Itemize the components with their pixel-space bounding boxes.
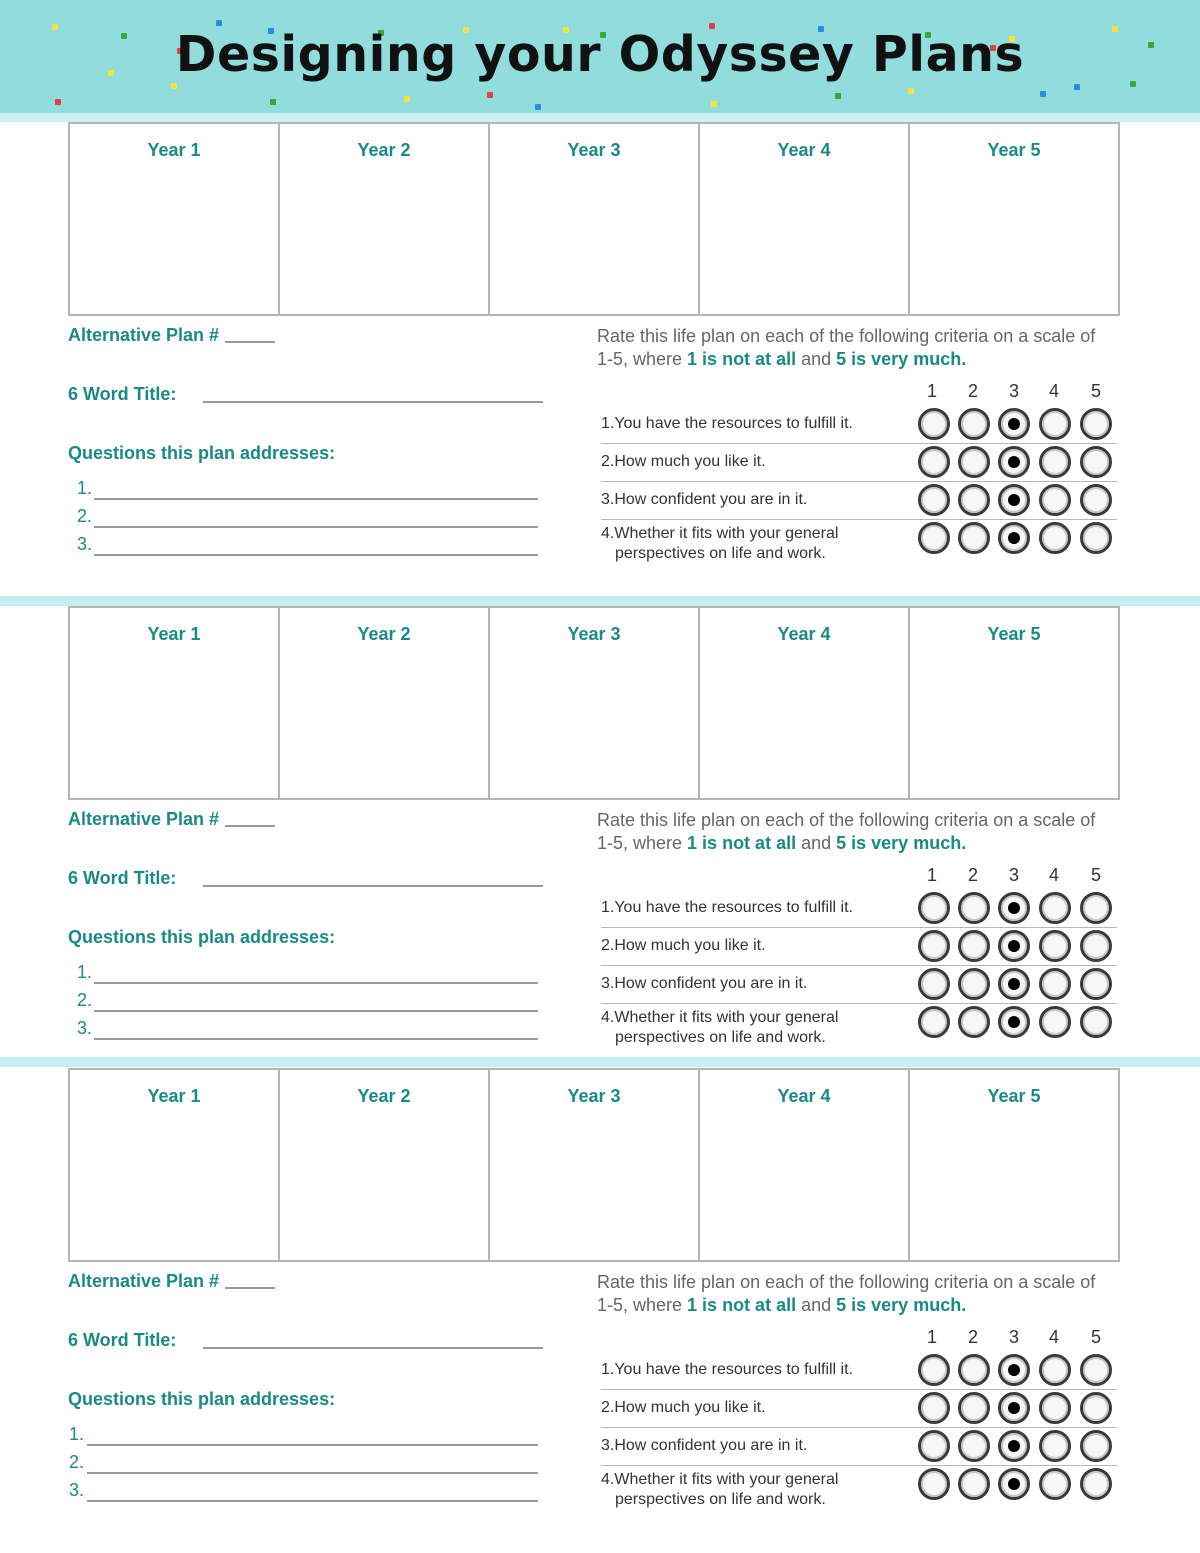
rating-radio-4[interactable] [1039,408,1071,440]
criterion-3-text [601,490,807,510]
rating-low-anchor: 1 is not at all [687,349,797,369]
question-number: 3. [77,534,93,554]
year-cell-5[interactable]: Year 5 [987,140,1041,160]
rating-radio-5[interactable] [1080,1468,1112,1500]
confetti-dot [270,99,276,105]
scale-number-1: 1 [926,865,937,885]
rating-instructions [597,1271,1097,1317]
year-cell-3[interactable]: Year 3 [490,1070,700,1260]
scale-number-3: 3 [1008,381,1019,401]
rating-instructions [597,325,1097,371]
rating-radio-3[interactable] [998,1392,1030,1424]
question-1-field[interactable] [94,982,538,984]
year-cell-1[interactable]: Year 1 [70,1070,280,1260]
criterion-3-text [601,974,807,994]
alternative-plan-number-field[interactable] [225,341,275,343]
criterion-2-text [601,452,766,472]
rating-radio-3[interactable] [998,1006,1030,1038]
criterion-line: perspectives on life and work. [615,1491,826,1508]
criterion-separator [601,519,1117,520]
rating-radio-3[interactable] [998,408,1030,440]
question-number: 2. [77,990,93,1010]
rating-radio-1[interactable] [918,1430,950,1462]
rating-radio-2[interactable] [958,1006,990,1038]
year-cell-5[interactable]: Year 5 [987,624,1041,644]
six-word-title-label: 6 Word Title: [68,1330,177,1350]
rating-conjunction: and [796,349,837,369]
scale-number-4: 4 [1048,1327,1059,1347]
rating-radio-3[interactable] [998,484,1030,516]
criterion-separator [601,1389,1117,1390]
rating-radio-1[interactable] [918,930,950,962]
scale-number-4: 4 [1048,381,1059,401]
scale-number-2: 2 [967,381,978,401]
question-1-field[interactable] [87,1444,538,1446]
scale-number-2: 2 [967,865,978,885]
rating-radio-1[interactable] [918,446,950,478]
rating-radio-4[interactable] [1039,892,1071,924]
year-cell-3[interactable]: Year 3 [490,608,700,798]
criterion-line: 3.How confident you are in it. [601,975,808,992]
year-grid [68,1068,1120,1262]
criterion-separator [601,443,1117,444]
criterion-separator [601,1003,1117,1004]
question-number: 2. [69,1452,85,1472]
rating-radio-5[interactable] [1080,1392,1112,1424]
rating-intro-text: Rate this life plan on each of the following criteria on a scale of 1-5, where [597,326,1096,369]
header-stripe [0,113,1200,122]
criterion-line: 1.You have the resources to fulfill it. [601,899,853,916]
rating-radio-3[interactable] [998,446,1030,478]
question-1-field[interactable] [94,498,538,500]
six-word-title-field[interactable] [203,885,543,887]
criterion-separator [601,927,1117,928]
rating-low-anchor: 1 is not at all [687,1295,797,1315]
question-number: 1. [77,478,93,498]
questions-label: Questions this plan addresses: [68,1389,336,1409]
criterion-line: 4.Whether it fits with your general [601,525,839,542]
criterion-line: perspectives on life and work. [615,1029,826,1046]
page-title: Designing your Odyssey Plans [175,26,1025,83]
criterion-2-text [601,1398,766,1418]
rating-radio-2[interactable] [958,1468,990,1500]
rating-intro-text: Rate this life plan on each of the following criteria on a scale of 1-5, where [597,1272,1096,1315]
criterion-2-text [601,936,766,956]
rating-radio-4[interactable] [1039,1392,1071,1424]
rating-instructions [597,809,1097,855]
rating-radio-4[interactable] [1039,1468,1071,1500]
rating-radio-2[interactable] [958,1354,990,1386]
confetti-dot [487,92,493,98]
alternative-plan-number-field[interactable] [225,825,275,827]
alternative-plan-label [68,1271,275,1292]
rating-radio-5[interactable] [1080,1006,1112,1038]
confetti-dot [404,96,410,102]
criterion-line: 4.Whether it fits with your general [601,1009,839,1026]
rating-radio-3[interactable] [998,1430,1030,1462]
year-grid [68,122,1120,316]
rating-intro-text: Rate this life plan on each of the following criteria on a scale of 1-5, where [597,810,1096,853]
rating-radio-3[interactable] [998,1354,1030,1386]
rating-radio-2[interactable] [958,892,990,924]
rating-radio-4[interactable] [1039,930,1071,962]
rating-conjunction: and [796,833,837,853]
rating-radio-3[interactable] [998,892,1030,924]
rating-radio-5[interactable] [1080,892,1112,924]
rating-radio-1[interactable] [918,1354,950,1386]
year-cell-2[interactable]: Year 2 [280,1070,490,1260]
scale-number-5: 5 [1090,381,1101,401]
six-word-title-label: 6 Word Title: [68,384,177,404]
rating-radio-4[interactable] [1039,1006,1071,1038]
rating-radio-1[interactable] [918,408,950,440]
rating-radio-2[interactable] [958,446,990,478]
scale-number-5: 5 [1090,865,1101,885]
rating-radio-2[interactable] [958,484,990,516]
scale-number-1: 1 [926,1327,937,1347]
rating-low-anchor: 1 is not at all [687,833,797,853]
question-number: 2. [77,506,93,526]
rating-conjunction: and [796,1295,837,1315]
section-divider [0,1057,1200,1067]
criterion-1-text [601,414,853,434]
rating-radio-2[interactable] [958,408,990,440]
question-2-field[interactable] [94,526,538,528]
rating-radio-4[interactable] [1039,446,1071,478]
six-word-title-field[interactable] [203,401,543,403]
question-number: 3. [69,1480,85,1500]
year-cell-5[interactable]: Year 5 [987,1086,1041,1106]
section-divider [0,596,1200,606]
scale-number-2: 2 [967,1327,978,1347]
alternative-plan-number-field[interactable] [225,1287,275,1289]
rating-radio-3[interactable] [998,522,1030,554]
confetti-dot [711,101,717,107]
rating-radio-1[interactable] [918,1468,950,1500]
confetti-dot [1040,91,1046,97]
criterion-4-text [601,1470,838,1510]
criterion-line: 1.You have the resources to fulfill it. [601,415,853,432]
confetti-dot [908,88,914,94]
six-word-title-field[interactable] [203,1347,543,1349]
year-cell-1[interactable]: Year 1 [70,608,280,798]
alternative-plan-text: Alternative Plan # [68,325,220,345]
criterion-4-text [601,1008,838,1048]
rating-radio-1[interactable] [918,522,950,554]
scale-number-3: 3 [1008,865,1019,885]
alternative-plan-label [68,325,275,346]
criterion-line: 4.Whether it fits with your general [601,1471,839,1488]
rating-radio-5[interactable] [1080,1354,1112,1386]
criterion-separator [601,481,1117,482]
rating-radio-1[interactable] [918,968,950,1000]
confetti-dot [535,104,541,110]
rating-radio-2[interactable] [958,930,990,962]
rating-high-anchor: 5 is very much. [836,1295,967,1315]
criterion-line: 2.How much you like it. [601,453,766,470]
rating-radio-1[interactable] [918,1006,950,1038]
rating-radio-2[interactable] [958,1392,990,1424]
year-cell-2[interactable]: Year 2 [280,124,490,314]
alternative-plan-label [68,809,275,830]
rating-radio-3[interactable] [998,968,1030,1000]
question-3-field[interactable] [87,1500,538,1502]
criterion-line: perspectives on life and work. [615,545,826,562]
scale-number-4: 4 [1048,865,1059,885]
question-2-field[interactable] [94,1010,538,1012]
question-2-field[interactable] [87,1472,538,1474]
year-cell-2[interactable]: Year 2 [280,608,490,798]
rating-radio-5[interactable] [1080,408,1112,440]
criterion-4-text [601,524,838,564]
rating-radio-4[interactable] [1039,522,1071,554]
alternative-plan-text: Alternative Plan # [68,1271,220,1291]
year-cell-4[interactable]: Year 4 [700,1070,910,1260]
confetti-dot [835,93,841,99]
criterion-3-text [601,1436,807,1456]
scale-number-1: 1 [926,381,937,401]
criterion-1-text [601,898,853,918]
year-grid [68,606,1120,800]
question-number: 1. [77,962,93,982]
plan-section [0,122,1200,582]
scale-number-5: 5 [1090,1327,1101,1347]
confetti-dot [171,83,177,89]
rating-radio-4[interactable] [1039,1430,1071,1462]
rating-radio-5[interactable] [1080,968,1112,1000]
question-3-field[interactable] [94,554,538,556]
rating-radio-1[interactable] [918,484,950,516]
rating-radio-1[interactable] [918,892,950,924]
rating-radio-3[interactable] [998,930,1030,962]
plan-section [0,606,1200,1051]
confetti-dot [55,99,61,105]
rating-radio-5[interactable] [1080,522,1112,554]
scale-number-3: 3 [1008,1327,1019,1347]
rating-radio-4[interactable] [1039,968,1071,1000]
criterion-separator [601,1427,1117,1428]
six-word-title-label: 6 Word Title: [68,868,177,888]
rating-radio-2[interactable] [958,522,990,554]
rating-high-anchor: 5 is very much. [836,833,967,853]
criterion-separator [601,1465,1117,1466]
year-cell-4[interactable]: Year 4 [700,608,910,798]
rating-radio-5[interactable] [1080,1430,1112,1462]
questions-label: Questions this plan addresses: [68,927,336,947]
question-number: 3. [77,1018,93,1038]
rating-radio-4[interactable] [1039,484,1071,516]
criterion-1-text [601,1360,853,1380]
rating-radio-2[interactable] [958,1430,990,1462]
rating-radio-5[interactable] [1080,446,1112,478]
question-3-field[interactable] [94,1038,538,1040]
question-number: 1. [69,1424,85,1444]
rating-radio-1[interactable] [918,1392,950,1424]
plan-section [0,1068,1200,1528]
rating-radio-5[interactable] [1080,484,1112,516]
criterion-line: 3.How confident you are in it. [601,491,808,508]
rating-radio-3[interactable] [998,1468,1030,1500]
rating-high-anchor: 5 is very much. [836,349,967,369]
year-cell-4[interactable]: Year 4 [700,124,910,314]
criterion-line: 2.How much you like it. [601,1399,766,1416]
criterion-line: 3.How confident you are in it. [601,1437,808,1454]
criterion-separator [601,965,1117,966]
rating-radio-5[interactable] [1080,930,1112,962]
rating-radio-4[interactable] [1039,1354,1071,1386]
questions-label: Questions this plan addresses: [68,443,336,463]
year-cell-3[interactable]: Year 3 [490,124,700,314]
alternative-plan-text: Alternative Plan # [68,809,220,829]
criterion-line: 2.How much you like it. [601,937,766,954]
criterion-line: 1.You have the resources to fulfill it. [601,1361,853,1378]
confetti-dot [1074,84,1080,90]
rating-radio-2[interactable] [958,968,990,1000]
year-cell-1[interactable]: Year 1 [70,124,280,314]
